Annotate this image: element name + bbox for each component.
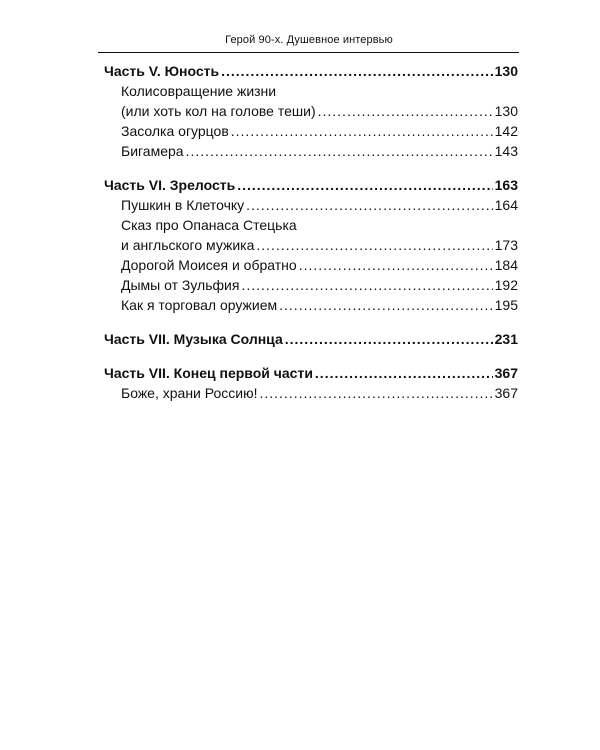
- toc-part-title: Часть VI. Зрелость: [104, 177, 236, 193]
- toc-entry[interactable]: [100, 101, 518, 121]
- toc-entry-line-1[interactable]: Сказ про Опанаса Стецька: [121, 217, 297, 233]
- toc-entry-title: Дорогой Моисея и обратно: [121, 257, 297, 273]
- table-of-contents: [100, 61, 518, 417]
- header-rule: [98, 52, 519, 53]
- toc-entry[interactable]: [100, 235, 518, 255]
- toc-entry[interactable]: [100, 121, 518, 141]
- toc-page-number: 173: [494, 237, 518, 253]
- toc-page-number: 231: [494, 331, 518, 347]
- toc-page-number: 367: [494, 385, 518, 401]
- toc-page-number: 367: [494, 365, 518, 381]
- toc-entry[interactable]: [100, 383, 518, 403]
- toc-page-number: 164: [494, 197, 518, 213]
- toc-section-part-6: [100, 175, 518, 315]
- dot-leader: [237, 175, 492, 195]
- dot-leader: [231, 121, 493, 141]
- toc-section-part-7: [100, 329, 518, 349]
- toc-part-entry[interactable]: [100, 61, 518, 81]
- toc-entry-title: Как я торговал оружием: [121, 297, 278, 313]
- toc-entry-title: Боже, храни Россию!: [121, 385, 258, 401]
- toc-entry-title: Пушкин в Клеточку: [121, 197, 245, 213]
- toc-page-number: 142: [494, 123, 518, 139]
- toc-entry-title: Бигамера: [121, 143, 184, 159]
- dot-leader: [285, 329, 493, 349]
- dot-leader: [186, 141, 493, 161]
- toc-part-entry[interactable]: [100, 329, 518, 349]
- dot-leader: [241, 275, 492, 295]
- toc-entry-title: (или хоть кол на голове теши): [121, 103, 316, 119]
- toc-part-entry[interactable]: [100, 363, 518, 383]
- toc-part-entry[interactable]: [100, 175, 518, 195]
- toc-entry[interactable]: [100, 195, 518, 215]
- toc-section-part-7b: [100, 363, 518, 403]
- dot-leader: [318, 101, 493, 121]
- dot-leader: [221, 61, 493, 81]
- dot-leader: [246, 195, 492, 215]
- toc-page-number: 195: [494, 297, 518, 313]
- dot-leader: [256, 235, 492, 255]
- toc-part-title: Часть VII. Конец первой части: [104, 365, 313, 381]
- dot-leader: [299, 255, 493, 275]
- toc-page-number: 163: [494, 177, 518, 193]
- toc-part-title: Часть V. Юность: [104, 63, 220, 79]
- toc-page-number: 143: [494, 143, 518, 159]
- toc-entry[interactable]: [100, 275, 518, 295]
- toc-entry-line-1[interactable]: Колисовращение жизни: [121, 83, 277, 99]
- toc-section-part-5: [100, 61, 518, 161]
- toc-page-number: 184: [494, 257, 518, 273]
- toc-page-number: 130: [494, 103, 518, 119]
- toc-part-title: Часть VII. Музыка Солнца: [104, 331, 283, 347]
- toc-entry[interactable]: [100, 141, 518, 161]
- dot-leader: [315, 363, 493, 383]
- toc-entry-title: Дымы от Зульфия: [121, 277, 240, 293]
- toc-entry[interactable]: [100, 295, 518, 315]
- toc-entry-title: и англьского мужика: [121, 237, 255, 253]
- toc-page-number: 192: [494, 277, 518, 293]
- running-header: Герой 90-х. Душевное интервью: [225, 34, 393, 46]
- dot-leader: [259, 383, 492, 403]
- toc-entry[interactable]: [100, 255, 518, 275]
- toc-page-number: 130: [494, 63, 518, 79]
- toc-entry-title: Засолка огурцов: [121, 123, 229, 139]
- dot-leader: [279, 295, 493, 315]
